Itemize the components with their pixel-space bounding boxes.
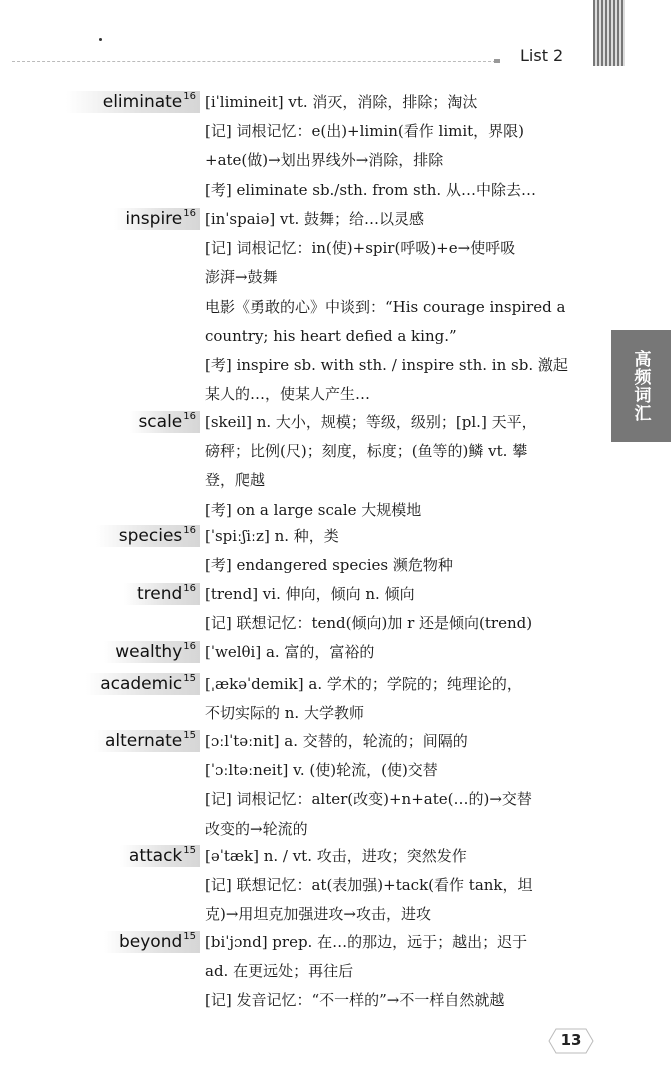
headword	[104, 641, 200, 663]
definition-line: 克)→用坦克加强进攻→攻击，进攻	[205, 905, 431, 923]
definition-line: [ˌækəˈdemik] a. 学术的；学院的；纯理论的，	[205, 675, 522, 693]
headword-text: species	[118, 526, 183, 546]
side-tab	[611, 330, 671, 442]
headword	[94, 730, 200, 752]
headword	[66, 91, 200, 113]
frequency-count: 15	[183, 930, 196, 942]
definition-line: [考] eliminate sb./sth. from sth. 从…中除去…	[205, 181, 536, 199]
definition-line: [记] 词根记忆：alter(改变)+n+ate(…的)→交替	[205, 790, 532, 808]
page-number-badge	[548, 1028, 594, 1054]
page-mark	[99, 38, 102, 41]
definition-line: 登，爬越	[205, 471, 266, 489]
headword	[86, 673, 200, 695]
headword	[114, 208, 200, 230]
headword	[104, 931, 200, 953]
definition-line: 磅秤；比例(尺)；刻度，标度；(鱼等的)鳞 vt. 攀	[205, 442, 528, 460]
frequency-count: 16	[183, 207, 196, 219]
definition-line: [考] inspire sb. with sth. / inspire sth. in sb. 激起	[205, 356, 568, 374]
headword-text: academic	[100, 674, 183, 694]
header-bar-decoration	[593, 0, 625, 66]
definition-line: [skeil] n. 大小，规模；等级，级别；[pl.] 天平，	[205, 413, 537, 431]
headword	[124, 583, 200, 605]
definition-line: +ate(做)→划出界线外→消除，排除	[205, 151, 444, 169]
definition-line: 改变的→轮流的	[205, 820, 308, 838]
definition-line: [iˈlimineit] vt. 消灭，消除，排除；淘汰	[205, 93, 478, 111]
headword-text: scale	[138, 412, 183, 432]
headword-text: alternate	[104, 731, 183, 751]
header-rule	[12, 61, 496, 62]
definition-line: 电影《勇敢的心》中谈到：“His courage inspired a	[205, 298, 566, 316]
frequency-count: 16	[183, 90, 196, 102]
page-number: 13	[560, 1031, 582, 1049]
definition-line: [考] on a large scale 大规模地	[205, 501, 422, 519]
frequency-count: 16	[183, 524, 196, 536]
frequency-count: 15	[183, 672, 196, 684]
definition-line: [əˈtæk] n. / vt. 攻击，进攻；突然发作	[205, 847, 467, 865]
frequency-count: 16	[183, 410, 196, 422]
definition-line: [记] 联想记忆：tend(倾向)加 r 还是倾向(trend)	[205, 614, 533, 632]
headword	[120, 845, 200, 867]
headword	[130, 411, 200, 433]
definition-line: [记] 词根记忆：e(出)+limin(看作 limit，界限)	[205, 122, 525, 140]
frequency-count: 16	[183, 582, 196, 594]
headword-text: wealthy	[115, 642, 183, 662]
definition-line: [biˈjɔnd] prep. 在…的那边，远于；越出；迟于	[205, 933, 528, 951]
definition-line: [ˈwelθi] a. 富的，富裕的	[205, 643, 375, 661]
headword-text: trend	[136, 584, 183, 604]
headword-text: inspire	[125, 209, 183, 229]
headword-text: eliminate	[102, 92, 183, 112]
definition-line: [ɔːlˈtəːnit] a. 交替的，轮流的；间隔的	[205, 732, 468, 750]
frequency-count: 15	[183, 844, 196, 856]
headword-text: attack	[128, 846, 183, 866]
definition-line: [inˈspaiə] vt. 鼓舞；给…以灵感	[205, 210, 425, 228]
definition-line: [记] 发音记忆：“不一样的”→不一样自然就越	[205, 991, 505, 1009]
definition-line: [trend] vi. 伸向，倾向 n. 倾向	[205, 585, 415, 603]
definition-line: [ˈɔːltəːneit] v. (使)轮流，(使)交替	[205, 761, 438, 779]
frequency-count: 16	[183, 640, 196, 652]
definition-line: [记] 联想记忆：at(表加强)+tack(看作 tank，坦	[205, 876, 533, 894]
frequency-count: 15	[183, 729, 196, 741]
headword-text: beyond	[118, 932, 183, 952]
definition-line: [考] endangered species 濒危物种	[205, 556, 453, 574]
definition-line: 不切实际的 n. 大学教师	[205, 704, 364, 722]
definition-line: country; his heart defied a king.”	[205, 327, 457, 345]
headword	[96, 525, 200, 547]
definition-line: ad. 在更远处；再往后	[205, 962, 354, 980]
definition-line: [ˈspiːʃiːz] n. 种，类	[205, 527, 339, 545]
definition-line: 某人的…，使某人产生…	[205, 385, 371, 403]
side-tab-label: 高频词汇	[630, 350, 651, 422]
list-label: List 2	[520, 46, 564, 65]
definition-line: 澎湃→鼓舞	[205, 268, 278, 286]
definition-line: [记] 词根记忆：in(使)+spir(呼吸)+e→使呼吸	[205, 239, 516, 257]
